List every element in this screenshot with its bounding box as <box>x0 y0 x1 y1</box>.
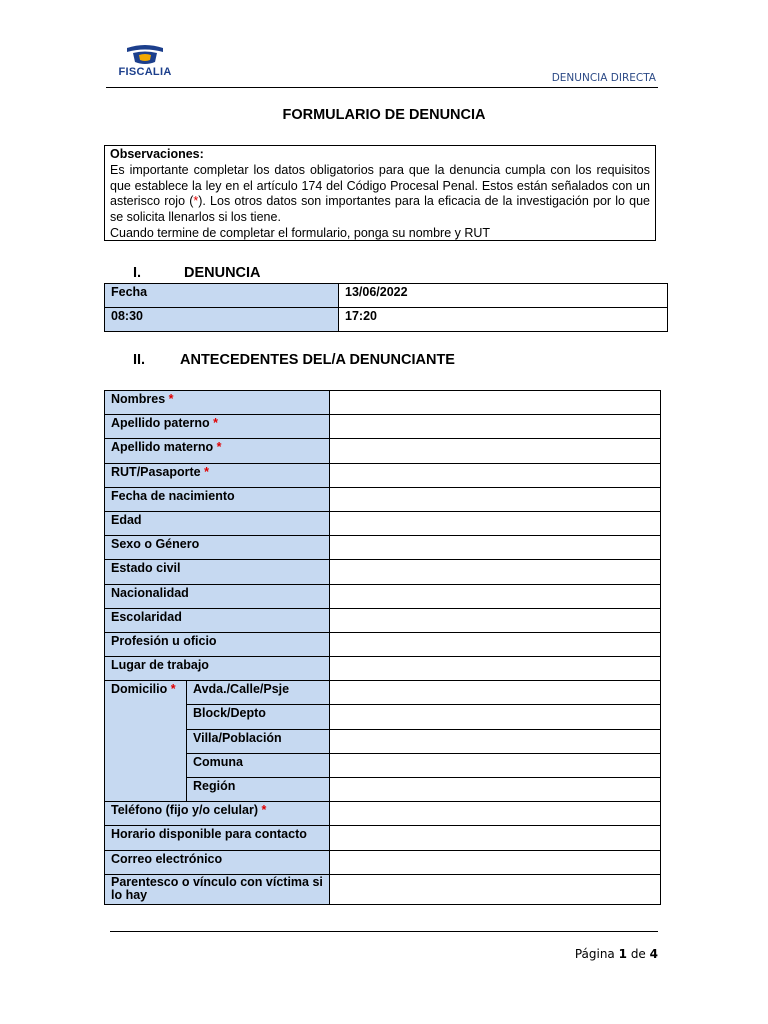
field-label: Horario disponible para contacto <box>105 826 330 850</box>
field-input-cell[interactable] <box>330 657 661 681</box>
field-label: Parentesco o vínculo con víctima si lo hay <box>105 874 330 904</box>
required-marker: * <box>170 682 176 697</box>
table-row <box>105 874 661 904</box>
required-marker: * <box>204 464 209 479</box>
current-page: 1 <box>618 947 627 961</box>
field-input-cell[interactable] <box>330 536 661 560</box>
domicilio-subfield-label: Región <box>187 778 330 802</box>
field-input-cell[interactable] <box>330 391 661 415</box>
observaciones-box <box>104 145 656 241</box>
field-label: RUT/Pasaporte * <box>105 463 330 487</box>
table-row <box>105 632 661 656</box>
table-row <box>105 560 661 584</box>
domicilio-subfield-label: Comuna <box>187 753 330 777</box>
field-label: Edad <box>105 511 330 535</box>
field-label: Nombres * <box>105 391 330 415</box>
denuncia-table <box>104 283 668 332</box>
table-row <box>105 487 661 511</box>
footer-divider <box>110 931 658 932</box>
field-input-cell[interactable] <box>330 681 661 705</box>
logo-text: FISCALIA <box>118 66 172 78</box>
required-marker: * <box>213 416 218 431</box>
field-input-cell[interactable] <box>330 778 661 802</box>
observaciones-text: Es importante completar los datos obligatorios para que la denuncia cumpla con los requisitos que establece la ley en el artículo 174 del Código Procesal Penal. Estos están señalados con un asterisco rojo (*). Los otros datos son importantes para la eficacia de la investigación por lo que se solicita llenarlos si los tiene. <box>110 162 650 225</box>
header-divider <box>106 87 658 88</box>
field-input-cell[interactable] <box>330 826 661 850</box>
header-label: DENUNCIA DIRECTA <box>551 72 656 84</box>
table-row <box>105 802 661 826</box>
field-input-cell[interactable] <box>330 608 661 632</box>
table-row <box>105 463 661 487</box>
table-row <box>105 729 661 753</box>
field-input-cell[interactable] <box>330 439 661 463</box>
required-marker: * <box>216 440 222 455</box>
domicilio-subfield-label: Avda./Calle/Psje <box>187 681 330 705</box>
table-row <box>105 584 661 608</box>
field-input-cell[interactable] <box>330 463 661 487</box>
field-input-cell[interactable] <box>330 560 661 584</box>
field-input-cell[interactable] <box>330 632 661 656</box>
field-label: Escolaridad <box>105 608 330 632</box>
denuncia-cell: 13/06/2022 <box>339 284 668 308</box>
denunciante-table <box>104 390 661 905</box>
field-input-cell[interactable] <box>330 584 661 608</box>
field-label: Correo electrónico <box>105 850 330 874</box>
section-number: I. <box>133 265 142 281</box>
table-row <box>105 439 661 463</box>
table-row <box>105 608 661 632</box>
page-number: Página 1 de 4 <box>574 947 658 961</box>
field-input-cell[interactable] <box>330 511 661 535</box>
field-label: Teléfono (fijo y/o celular) * <box>105 802 330 826</box>
field-input-cell[interactable] <box>330 753 661 777</box>
table-row <box>105 511 661 535</box>
table-row <box>105 705 661 729</box>
field-input-cell[interactable] <box>330 874 661 904</box>
observaciones-title: Observaciones: <box>110 147 204 161</box>
field-label: Sexo o Género <box>105 536 330 560</box>
denuncia-cell: 17:20 <box>339 308 668 332</box>
table-row <box>105 415 661 439</box>
section-number: II. <box>133 352 146 368</box>
field-input-cell[interactable] <box>330 705 661 729</box>
field-label: Nacionalidad <box>105 584 330 608</box>
domicilio-label: Domicilio * <box>105 681 187 802</box>
table-row <box>105 681 661 705</box>
field-label: Fecha de nacimiento <box>105 487 330 511</box>
table-row <box>105 826 661 850</box>
field-label: Apellido materno * <box>105 439 330 463</box>
table-row <box>105 308 668 332</box>
table-row <box>105 778 661 802</box>
field-label: Estado civil <box>105 560 330 584</box>
denuncia-cell: 08:30 <box>105 308 339 332</box>
total-pages: 4 <box>649 947 658 961</box>
fiscalia-emblem-icon <box>113 44 177 68</box>
table-row <box>105 657 661 681</box>
section-title: ANTECEDENTES DEL/A DENUNCIANTE <box>180 352 455 368</box>
denuncia-cell: Fecha <box>105 284 339 308</box>
field-input-cell[interactable] <box>330 487 661 511</box>
field-label: Lugar de trabajo <box>105 657 330 681</box>
observaciones-closing: Cuando termine de completar el formulario, ponga su nombre y RUT <box>110 225 491 240</box>
fiscalia-logo <box>113 44 177 80</box>
required-marker: * <box>193 194 199 209</box>
field-input-cell[interactable] <box>330 802 661 826</box>
domicilio-subfield-label: Villa/Población <box>187 729 330 753</box>
table-row <box>105 753 661 777</box>
required-marker: * <box>261 803 267 818</box>
domicilio-subfield-label: Block/Depto <box>187 705 330 729</box>
table-row <box>105 391 661 415</box>
table-row <box>105 850 661 874</box>
required-marker: * <box>168 392 174 406</box>
field-input-cell[interactable] <box>330 415 661 439</box>
document-title: FORMULARIO DE DENUNCIA <box>282 107 486 123</box>
field-input-cell[interactable] <box>330 850 661 874</box>
field-input-cell[interactable] <box>330 729 661 753</box>
field-label: Apellido paterno * <box>105 415 330 439</box>
section-title: DENUNCIA <box>184 265 261 281</box>
table-row <box>105 284 668 308</box>
field-label: Profesión u oficio <box>105 632 330 656</box>
table-row <box>105 536 661 560</box>
